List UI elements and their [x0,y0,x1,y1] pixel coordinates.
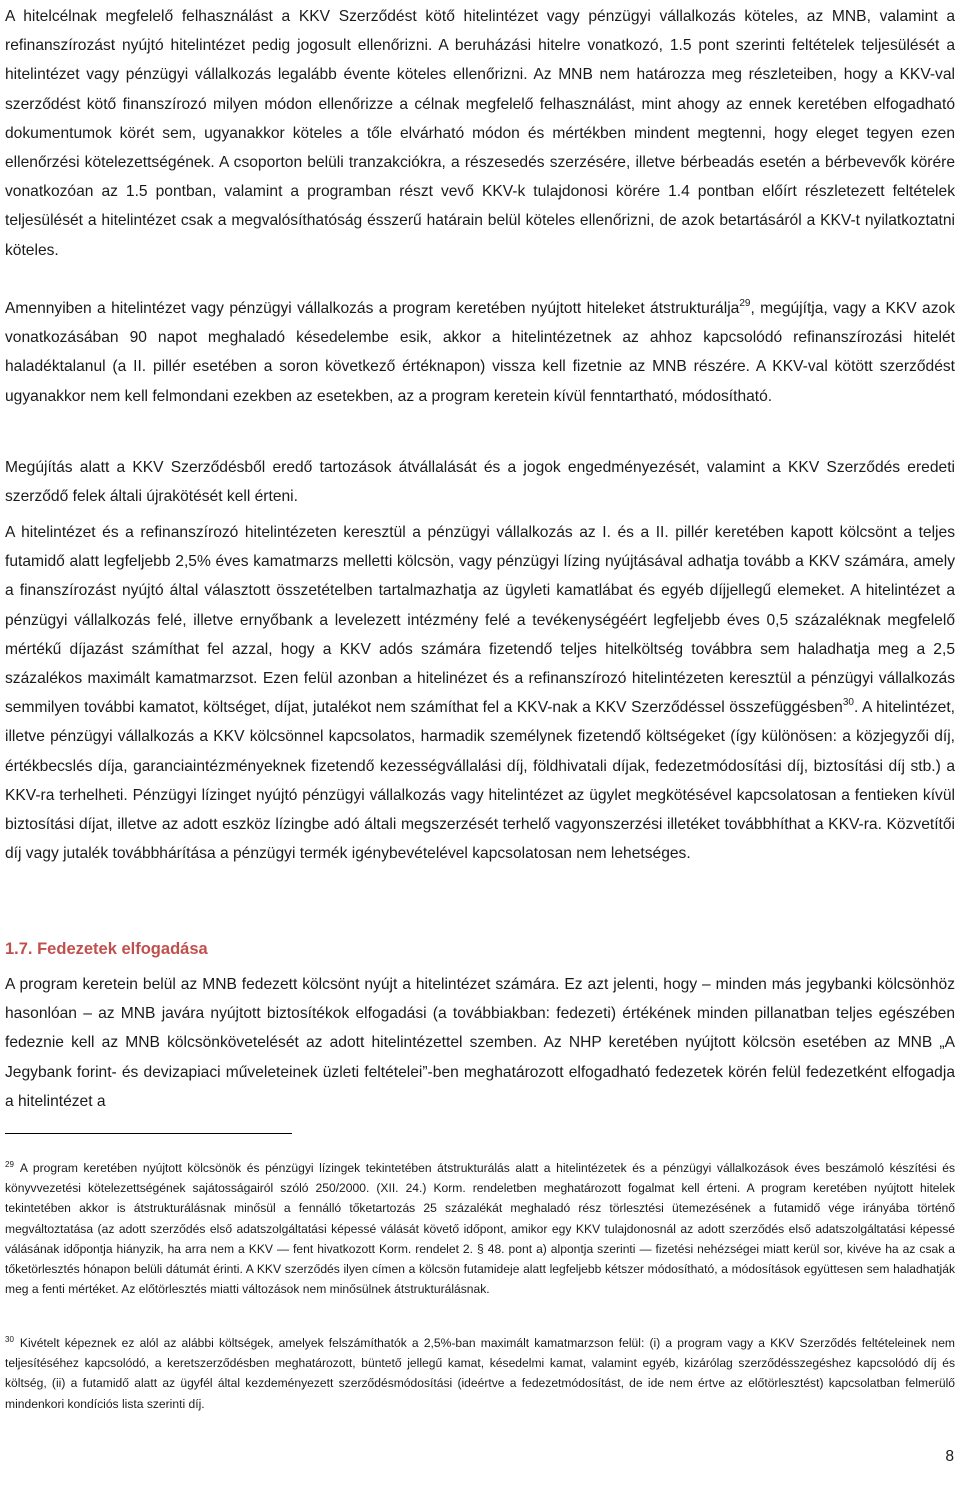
footnote-separator [5,1133,292,1134]
footnote-ref-30[interactable]: 30 [842,697,854,709]
paragraph-loan-purpose-control: A hitelcélnak megfelelő felhasználást a KKV Szerződést kötő hitelintézet vagy pénzügyi vállalkozás köteles, az MNB, valamint a refinanszírozást nyújtó hitelintézet pedig jogosult ellenőrizni. A beruházási hitelre vonatkozó, 1.5 pont szerinti feltételek teljesülését a hitelintézet vagy pénzügyi vállalkozás legalább évente köteles ellenőrizni. Az MNB nem határozza meg részleteiben, hogy a KKV-val szerződést kötő finanszírozó milyen módon ellenőrizze a célnak megfelelő felhasználást, mint ahogy az ennek keretében elfogadható dokumentumok körét sem, ugyanakkor köteles a tőle elvárható módon és mértékben mindent megtenni, hogy eleget tegyen ezen ellenőrzési kötelezettségének. A csoporton belüli tranzakciókra, a részesedés szerzésére, illetve bérbeadás esetén a bérbevevők körére vonatkozóan az 1.5 pontban, valamint a programban részt vevő KKV-k tulajdonosi körére 1.4 pontban előírt részletezett feltételek teljesülését a hitelintézet csak a megvalósíthatóság ésszerű határain belül köteles ellenőrizni, de azok betartásáról a KKV-t nyilatkoztatni köteles. [5,8,955,259]
paragraph-interest-margin [5,518,955,868]
footnote-text: A program keretében nyújtott kölcsönök és pénzügyi lízingek tekintetében átstrukturálás alatt a hitelintézetek és a pénzügyi vállalkozások éves beszámoló készítési és könyvvezetési kötelezettségének sajátosságairól szóló 250/2000. (XII. 24.) Korm. rendeletben meghatározott fogalmat kell érteni. A program keretében nyújtott hitelek tekintetében akkor is átstrukturálásnak minősül a fennálló tőketartozás 25 százalékát meghaladó rész törlesztési ütemezésének a futamidő vége irányába történő megváltoztatása (az adott szerződés első adatszolgáltatási képessé válását követő időpont, amikor egy KKV tulajdonosnál az adott szerződés első adatszolgáltatási képessé válásának időpontja hiányzik, ha arra nem a KKV — fent hivatkozott Korm. rendelet 2. § 48. pont a) alpontja szerinti — fizetési nehézségei miatt kerül sor, kivéve ha az csak a tőketörlesztés hónapon belüli dátumát érinti. A KKV szerződés ilyen címen a kölcsön futamideje alatt legfeljebb kétszer módosítható, a módosítások együttesen sem haladhatják meg a fenti mértéket. Az előtörlesztés miatti változások nem minősülnek átstrukturálásnak. [5,1161,955,1297]
footnote-number: 29 [5,1160,14,1169]
footnote-30 [5,1333,955,1414]
paragraph-renewal-definition: Megújítás alatt a KKV Szerződésből eredő tartozások átvállalását és a jogok engedményezését, valamint a KKV Szerződés eredeti szerződő felek általi újrakötését kell érteni. [5,459,955,506]
footnote-ref-29[interactable]: 29 [739,298,751,309]
paragraph-text: Amennyiben a hitelintézet vagy pénzügyi vállalkozás a program keretében nyújtott hiteleket átstrukturálja [5,300,740,317]
section-heading: 1.7. Fedezetek elfogadása [5,940,208,958]
footnote-number: 30 [5,1335,14,1344]
footnote-text: Kivételt képeznek ez alól az alábbi költségek, amelyek felszámíthatók a 2,5%-ban maximált kamatmarzson felül: (i) a program vagy a KKV Szerződés feltételeinek nem teljesítéséhez kapcsolódó, a keretszerződésben meghatározott, büntető jellegű kamat, késedelmi kamat, valamint egyéb, kizárólag szerződésszegéshez kapcsolódó díj és költség, (ii) a futamidő alatt az ügyfél által kezdeményezett szerződésmódosítási (ideértve a fedezetmódosítást, de ide nem értve az előtörlesztést) kapcsolatban felmerülő mindenkori kondíciós lista szerinti díj. [5,1336,955,1411]
paragraph-text: , megújítja, vagy a KKV azok vonatkozásában 90 napot meghaladó késedelembe esik, akkor a hitelintézetnek az ahhoz kapcsolódó refinanszírozási hitelét haladéktalanul (a II. pillér esetében a soron következő értéknapon) vissza kell fizetnie az MNB részére. A KKV-val kötött szerződést ugyanakkor nem kell felmondani ezekben az esetekben, az a program keretein kívül fenntartható, módosítható. [5,300,955,405]
paragraph-restructuring [5,294,955,411]
paragraph-text: A hitelintézet és a refinanszírozó hitelintézeten keresztül a pénzügyi vállalkozás az I. és a II. pillér keretében kapott kölcsönt a teljes futamidő alatt legfeljebb 2,5% éves kamatmarzs melletti kölcsön, vagy pénzügyi lízing nyújtásával adhatja tovább a KKV számára, amely a finanszírozást nyújtó által választott összetételben tartalmazhatja az ügyleti kamatlábat és egyéb díjjellegű elemeket. A hitelintézet a pénzügyi vállalkozás felé, illetve ernyőbank a levelezett intézmény felé a tevékenységéért legfeljebb éves 0,5 százaléknak megfelelő mértékű díjazást számíthat fel azzal, hogy a KKV adós számára fizetendő teljes hitelköltség továbbra sem haladhatja meg a 2,5 százalékos maximált kamatmarzsot. Ezen felül azonban a hitelinézet és a refinanszírozó hitelintézeten keresztül a pénzügyi vállalkozás semmilyen további kamatot, költséget, díjat, jutalékot nem számíthat fel a KKV-nak a KKV Szerződéssel összefüggésben [5,524,955,717]
footnote-29 [5,1158,955,1299]
paragraph-collateral: A program keretein belül az MNB fedezett kölcsönt nyújt a hitelintézet számára. Ez azt jelenti, hogy – minden más jegybanki kölcsönhöz hasonlóan – az MNB javára nyújtott biztosítékok elfogadási (a továbbiakban: fedezeti) értékének minden pillanatban teljes egészében fedeznie kell az MNB kölcsönkövetelését az adott hitelintézettel szemben. Az NHP keretében nyújtott kölcsön esetében az MNB „A Jegybank forint- és devizapiaci műveleteinek üzleti feltételei”-ben meghatározott elfogadható fedezetek körén felül fedezetként elfogadja a hitelintézet a [5,976,955,1110]
paragraph-text: . A hitelintézet, illetve pénzügyi vállalkozás a KKV kölcsönnel kapcsolatos, harmadik személynek fizetendő költségeket (így különösen: a közjegyzői díj, értékbecslés díja, garanciaintézményeknek fizetendő kezességvállalási díj, földhivatali díjak, fedezetmódosítási díj, biztosítási díj stb.) a KKV-ra terhelheti. Pénzügyi lízinget nyújtó pénzügyi vállalkozás vagy hitelintézet az ügylet megkötésével kapcsolatosan a fentieken kívül biztosítási díjat, illetve az adott eszköz lízingbe adó általi megszerzését terhelő vagyonszerzési illetéket továbbhíthat a KKV-ra. Közvetítői díj vagy jutalék továbbhárítása a pénzügyi termék igénybevételével kapcsolatosan nem lehetséges. [5,699,955,863]
page-number: 8 [945,1448,954,1465]
